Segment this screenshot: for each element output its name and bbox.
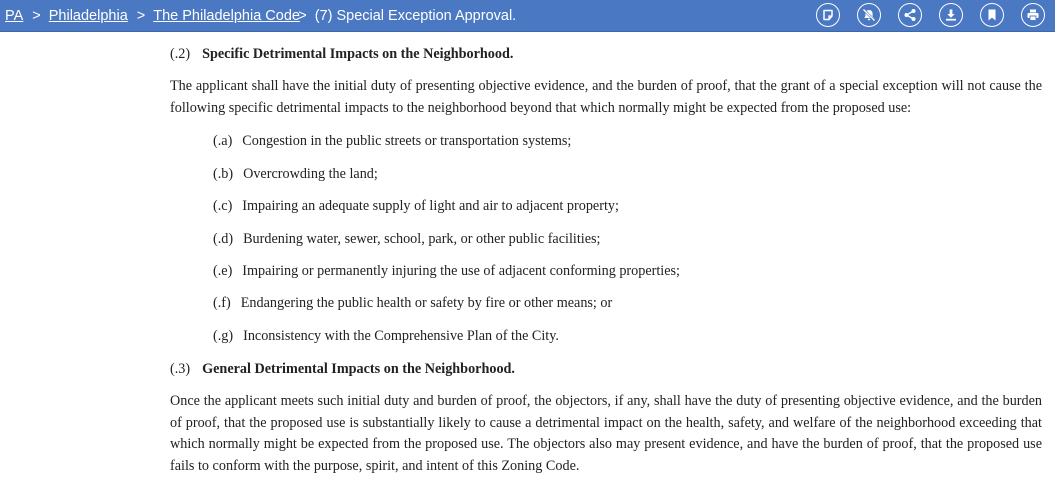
list-item — [213, 166, 378, 183]
note-icon — [821, 8, 835, 22]
list-item — [213, 328, 559, 345]
list-item-text: Overcrowding the land; — [243, 166, 378, 182]
top-navigation-bar — [0, 0, 1055, 32]
bookmark-button[interactable] — [980, 3, 1004, 27]
breadcrumb-separator: > — [136, 7, 146, 24]
list-item-number: (.f) — [213, 295, 231, 311]
list-item-text: Congestion in the public streets or transportation systems; — [242, 133, 572, 149]
alerts-button[interactable] — [857, 3, 881, 27]
note-button[interactable] — [816, 3, 840, 27]
breadcrumb-link-pa[interactable]: PA — [5, 7, 24, 24]
breadcrumb-link-philadelphia[interactable]: Philadelphia — [48, 7, 128, 24]
list-item-number: (.c) — [213, 198, 233, 214]
section-heading — [170, 361, 515, 378]
share-button[interactable] — [898, 3, 922, 27]
list-item-text: Impairing or permanently injuring the use of adjacent conforming properties; — [242, 263, 681, 279]
list-item — [213, 133, 571, 150]
alert-off-icon — [862, 8, 876, 22]
share-icon — [903, 8, 917, 22]
list-item-number: (.b) — [213, 166, 234, 182]
list-item-text: Impairing an adequate supply of light and air to adjacent property; — [242, 198, 619, 214]
section-intro-paragraph: The applicant shall have the initial duty of presenting objective evidence, and the burden of proof, that the grant of a special exception will not cause the following specific detrimental impacts to the neighborhood beyond that which normally might be expected from the proposed use: — [170, 78, 1042, 116]
list-item — [213, 295, 612, 312]
section-number: (.2) — [170, 46, 191, 62]
list-item-number: (.d) — [213, 231, 234, 247]
list-item-text: Inconsistency with the Comprehensive Plan of the City. — [243, 328, 559, 344]
breadcrumb-separator: > — [298, 7, 307, 24]
list-item — [213, 263, 680, 280]
section-heading — [170, 46, 513, 63]
section-title: Specific Detrimental Impacts on the Neighborhood. — [202, 46, 514, 62]
print-icon — [1026, 8, 1040, 22]
list-item — [213, 198, 619, 215]
bookmark-icon — [985, 8, 999, 22]
list-item-text: Burdening water, sewer, school, park, or other public facilities; — [243, 231, 601, 247]
breadcrumb — [5, 0, 516, 31]
list-item-number: (.g) — [213, 328, 234, 344]
breadcrumb-current: (7) Special Exception Approval. — [314, 7, 517, 24]
download-icon — [944, 8, 958, 22]
list-item — [213, 231, 600, 248]
download-button[interactable] — [939, 3, 963, 27]
section-number: (.3) — [170, 361, 191, 377]
section-title: General Detrimental Impacts on the Neighborhood. — [202, 361, 515, 377]
breadcrumb-link-philadelphia-code[interactable]: The Philadelphia Code — [153, 7, 300, 24]
list-item-text: Endangering the public health or safety by fire or other means; or — [240, 295, 613, 311]
breadcrumb-separator: > — [32, 7, 41, 24]
print-button[interactable] — [1021, 3, 1045, 27]
toolbar — [816, 3, 1062, 27]
list-item-number: (.a) — [213, 133, 233, 149]
section-body-paragraph: Once the applicant meets such initial duty and burden of proof, the objectors, if any, shall have the duty of presenting objective evidence, and the burden of proof, that the proposed use is substantially likely to cause a detrimental impact on the health, safety, and welfare of the neighborhood exceeding that which normally might be expected from the proposed use. The objectors also may present evidence, and have the burden of proof, that the proposed use fails to conform with the purpose, spirit, and intent of this Zoning Code. — [170, 393, 1042, 474]
list-item-number: (.e) — [213, 263, 233, 279]
